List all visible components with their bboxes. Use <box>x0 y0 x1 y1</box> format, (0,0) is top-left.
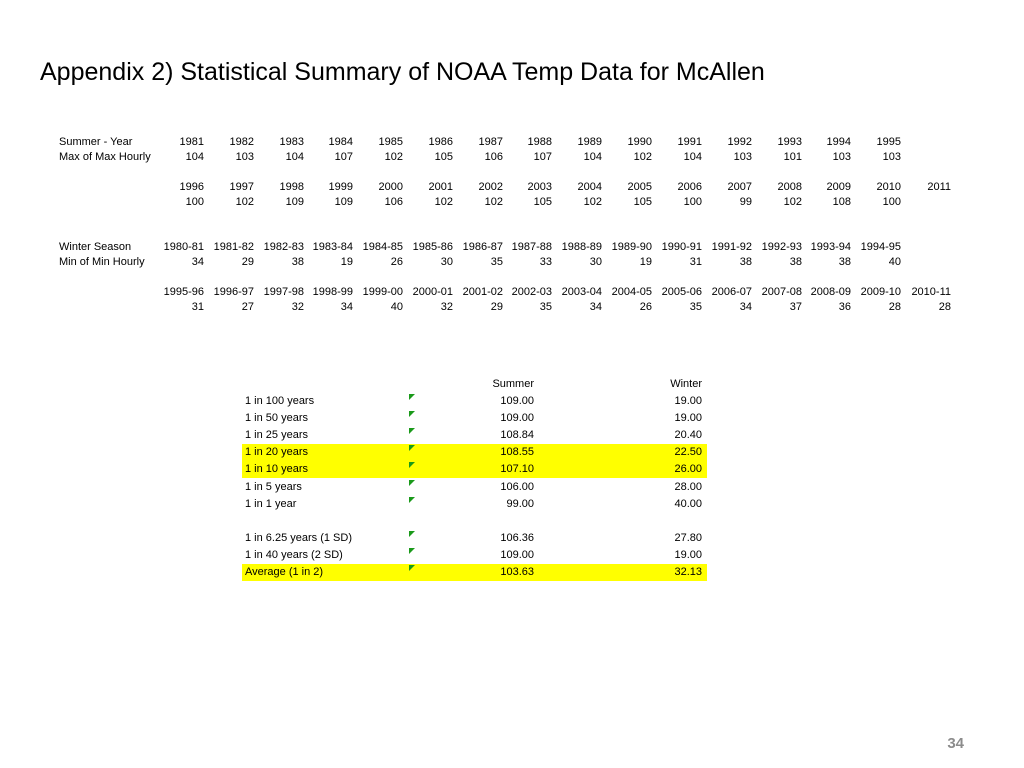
winter-season-label: Winter Season <box>59 241 132 253</box>
summary-winter-value: 19.00 <box>674 549 702 561</box>
summer-value-label: Max of Max Hourly <box>59 151 151 163</box>
summer-year-cell: 2009 <box>826 181 851 193</box>
summary-row-label: 1 in 50 years <box>245 412 308 424</box>
summer-year-cell: 1994 <box>826 136 851 148</box>
summer-year-cell: 1989 <box>577 136 602 148</box>
summer-year-cell: 2001 <box>428 181 453 193</box>
summer-max-cell: 102 <box>783 196 802 208</box>
summer-year-cell: 1992 <box>727 136 752 148</box>
winter-min-cell: 26 <box>639 301 652 313</box>
summer-year-cell: 2010 <box>876 181 901 193</box>
winter-season-cell: 1991-92 <box>711 241 752 253</box>
summer-max-cell: 105 <box>533 196 552 208</box>
summer-year-cell: 2000 <box>378 181 403 193</box>
summer-max-cell: 103 <box>235 151 254 163</box>
summary-summer-value: 106.00 <box>500 481 534 493</box>
summary-row-label: 1 in 20 years <box>245 446 308 458</box>
summer-max-cell: 102 <box>484 196 503 208</box>
winter-min-cell: 35 <box>539 301 552 313</box>
summary-winter-value: 20.40 <box>674 429 702 441</box>
formula-indicator-icon <box>409 445 415 451</box>
winter-min-cell: 40 <box>390 301 403 313</box>
winter-min-cell: 35 <box>689 301 702 313</box>
formula-indicator-icon <box>409 411 415 417</box>
summer-max-cell: 102 <box>384 151 403 163</box>
summary-row-label: 1 in 10 years <box>245 463 308 475</box>
winter-season-cell: 2002-03 <box>511 286 552 298</box>
summer-max-cell: 99 <box>739 196 752 208</box>
summer-year-cell: 2003 <box>527 181 552 193</box>
winter-season-cell: 2004-05 <box>611 286 652 298</box>
summer-max-cell: 105 <box>434 151 453 163</box>
summer-max-cell: 107 <box>533 151 552 163</box>
summer-max-cell: 103 <box>882 151 901 163</box>
winter-season-cell: 1984-85 <box>362 241 403 253</box>
summary-summer-value: 109.00 <box>500 412 534 424</box>
summary-winter-value: 40.00 <box>674 498 702 510</box>
summary-row-label: 1 in 40 years (2 SD) <box>245 549 343 561</box>
summary-summer-value: 108.55 <box>500 446 534 458</box>
winter-min-cell: 32 <box>440 301 453 313</box>
summer-max-cell: 102 <box>583 196 602 208</box>
summer-year-cell: 1993 <box>777 136 802 148</box>
winter-season-cell: 1981-82 <box>213 241 254 253</box>
summer-year-cell: 1984 <box>328 136 353 148</box>
winter-min-cell: 31 <box>689 256 702 268</box>
winter-season-cell: 1998-99 <box>312 286 353 298</box>
summer-max-cell: 109 <box>285 196 304 208</box>
summary-summer-value: 109.00 <box>500 395 534 407</box>
winter-min-cell: 19 <box>639 256 652 268</box>
summer-max-cell: 102 <box>633 151 652 163</box>
winter-min-cell: 30 <box>589 256 602 268</box>
winter-season-cell: 2005-06 <box>661 286 702 298</box>
summer-year-cell: 2011 <box>927 181 951 193</box>
summary-row-label: 1 in 6.25 years (1 SD) <box>245 532 352 544</box>
winter-min-cell: 34 <box>739 301 752 313</box>
summer-max-cell: 104 <box>185 151 204 163</box>
summary-summer-value: 106.36 <box>500 532 534 544</box>
summary-col-summer: Summer <box>492 378 534 390</box>
winter-season-cell: 2010-11 <box>911 286 951 298</box>
summer-year-label: Summer - Year <box>59 136 133 148</box>
formula-indicator-icon <box>409 394 415 400</box>
winter-season-cell: 2008-09 <box>810 286 851 298</box>
summer-max-cell: 106 <box>384 196 403 208</box>
winter-min-cell: 26 <box>390 256 403 268</box>
winter-season-cell: 1983-84 <box>312 241 353 253</box>
summer-max-cell: 102 <box>235 196 254 208</box>
summer-year-cell: 1986 <box>428 136 453 148</box>
summer-max-cell: 102 <box>434 196 453 208</box>
summary-row-label: 1 in 5 years <box>245 481 302 493</box>
summer-max-cell: 100 <box>185 196 204 208</box>
summer-max-cell: 103 <box>832 151 851 163</box>
summary-row-label: Average (1 in 2) <box>245 566 324 578</box>
summary-winter-value: 27.80 <box>674 532 702 544</box>
winter-season-cell: 1990-91 <box>661 241 702 253</box>
winter-season-cell: 1995-96 <box>163 286 204 298</box>
summer-max-cell: 103 <box>733 151 752 163</box>
summer-year-cell: 2006 <box>677 181 702 193</box>
summer-max-cell: 100 <box>683 196 702 208</box>
winter-min-cell: 38 <box>838 256 851 268</box>
summary-winter-value: 22.50 <box>674 446 702 458</box>
winter-season-cell: 2006-07 <box>711 286 752 298</box>
summer-year-cell: 1983 <box>279 136 304 148</box>
winter-season-cell: 2007-08 <box>761 286 802 298</box>
summer-year-cell: 1982 <box>229 136 254 148</box>
winter-season-cell: 1986-87 <box>462 241 503 253</box>
winter-min-cell: 40 <box>888 256 901 268</box>
summer-year-cell: 1999 <box>328 181 353 193</box>
page-number: 34 <box>947 735 964 752</box>
summer-year-cell: 2008 <box>777 181 802 193</box>
slide-title: Appendix 2) Statistical Summary of NOAA Temp Data for McAllen <box>40 58 765 86</box>
summer-year-cell: 2005 <box>627 181 652 193</box>
summer-year-cell: 2007 <box>727 181 752 193</box>
summer-year-cell: 1987 <box>478 136 503 148</box>
winter-season-cell: 1985-86 <box>412 241 453 253</box>
summary-summer-value: 103.63 <box>500 566 534 578</box>
summary-row-label: 1 in 1 year <box>245 498 297 510</box>
summer-max-cell: 109 <box>334 196 353 208</box>
winter-min-cell: 34 <box>340 301 353 313</box>
winter-season-cell: 2003-04 <box>561 286 602 298</box>
summary-summer-value: 107.10 <box>500 463 534 475</box>
winter-value-label: Min of Min Hourly <box>59 256 145 268</box>
winter-min-cell: 37 <box>789 301 802 313</box>
winter-season-cell: 1996-97 <box>213 286 254 298</box>
formula-indicator-icon <box>409 548 415 554</box>
winter-min-cell: 29 <box>241 256 254 268</box>
summary-winter-value: 32.13 <box>674 566 702 578</box>
summary-winter-value: 28.00 <box>674 481 702 493</box>
summer-max-cell: 100 <box>882 196 901 208</box>
summer-max-cell: 108 <box>832 196 851 208</box>
winter-min-cell: 29 <box>490 301 503 313</box>
summer-year-cell: 2004 <box>577 181 602 193</box>
winter-min-cell: 31 <box>191 301 204 313</box>
summer-year-cell: 1985 <box>378 136 403 148</box>
formula-indicator-icon <box>409 497 415 503</box>
formula-indicator-icon <box>409 462 415 468</box>
winter-season-cell: 1993-94 <box>810 241 851 253</box>
summer-year-cell: 1990 <box>627 136 652 148</box>
summer-max-cell: 106 <box>484 151 503 163</box>
winter-min-cell: 33 <box>539 256 552 268</box>
winter-season-cell: 2009-10 <box>860 286 901 298</box>
winter-season-cell: 1992-93 <box>761 241 802 253</box>
formula-indicator-icon <box>409 565 415 571</box>
summer-max-cell: 101 <box>783 151 802 163</box>
summer-max-cell: 104 <box>583 151 602 163</box>
summer-max-cell: 105 <box>633 196 652 208</box>
summer-max-cell: 104 <box>683 151 702 163</box>
winter-min-cell: 32 <box>291 301 304 313</box>
formula-indicator-icon <box>409 480 415 486</box>
summer-year-cell: 2002 <box>478 181 503 193</box>
winter-season-cell: 1987-88 <box>511 241 552 253</box>
winter-min-cell: 34 <box>589 301 602 313</box>
winter-min-cell: 30 <box>440 256 453 268</box>
summer-year-cell: 1988 <box>527 136 552 148</box>
winter-season-cell: 1982-83 <box>263 241 304 253</box>
winter-min-cell: 38 <box>789 256 802 268</box>
summary-col-winter: Winter <box>670 378 702 390</box>
summary-summer-value: 108.84 <box>500 429 534 441</box>
winter-season-cell: 2001-02 <box>462 286 503 298</box>
winter-season-cell: 1999-00 <box>362 286 403 298</box>
summary-row-label: 1 in 100 years <box>245 395 315 407</box>
summary-summer-value: 109.00 <box>500 549 534 561</box>
summer-year-cell: 1991 <box>677 136 702 148</box>
summer-max-cell: 107 <box>334 151 353 163</box>
summer-max-cell: 104 <box>285 151 304 163</box>
winter-min-cell: 36 <box>838 301 851 313</box>
summer-year-cell: 1997 <box>229 181 254 193</box>
winter-season-cell: 1980-81 <box>163 241 204 253</box>
winter-season-cell: 1997-98 <box>263 286 304 298</box>
winter-min-cell: 19 <box>340 256 353 268</box>
winter-season-cell: 2000-01 <box>412 286 453 298</box>
formula-indicator-icon <box>409 428 415 434</box>
winter-min-cell: 28 <box>938 301 951 313</box>
summer-year-cell: 1981 <box>179 136 204 148</box>
winter-min-cell: 27 <box>241 301 254 313</box>
summary-winter-value: 19.00 <box>674 395 702 407</box>
winter-min-cell: 35 <box>490 256 503 268</box>
summary-row-label: 1 in 25 years <box>245 429 308 441</box>
summary-winter-value: 26.00 <box>674 463 702 475</box>
winter-min-cell: 34 <box>191 256 204 268</box>
winter-season-cell: 1989-90 <box>611 241 652 253</box>
summer-year-cell: 1996 <box>179 181 204 193</box>
winter-min-cell: 38 <box>739 256 752 268</box>
formula-indicator-icon <box>409 531 415 537</box>
winter-min-cell: 38 <box>291 256 304 268</box>
summer-year-cell: 1998 <box>279 181 304 193</box>
winter-min-cell: 28 <box>888 301 901 313</box>
winter-season-cell: 1988-89 <box>561 241 602 253</box>
summer-year-cell: 1995 <box>876 136 901 148</box>
winter-season-cell: 1994-95 <box>860 241 901 253</box>
summary-winter-value: 19.00 <box>674 412 702 424</box>
summary-summer-value: 99.00 <box>506 498 534 510</box>
